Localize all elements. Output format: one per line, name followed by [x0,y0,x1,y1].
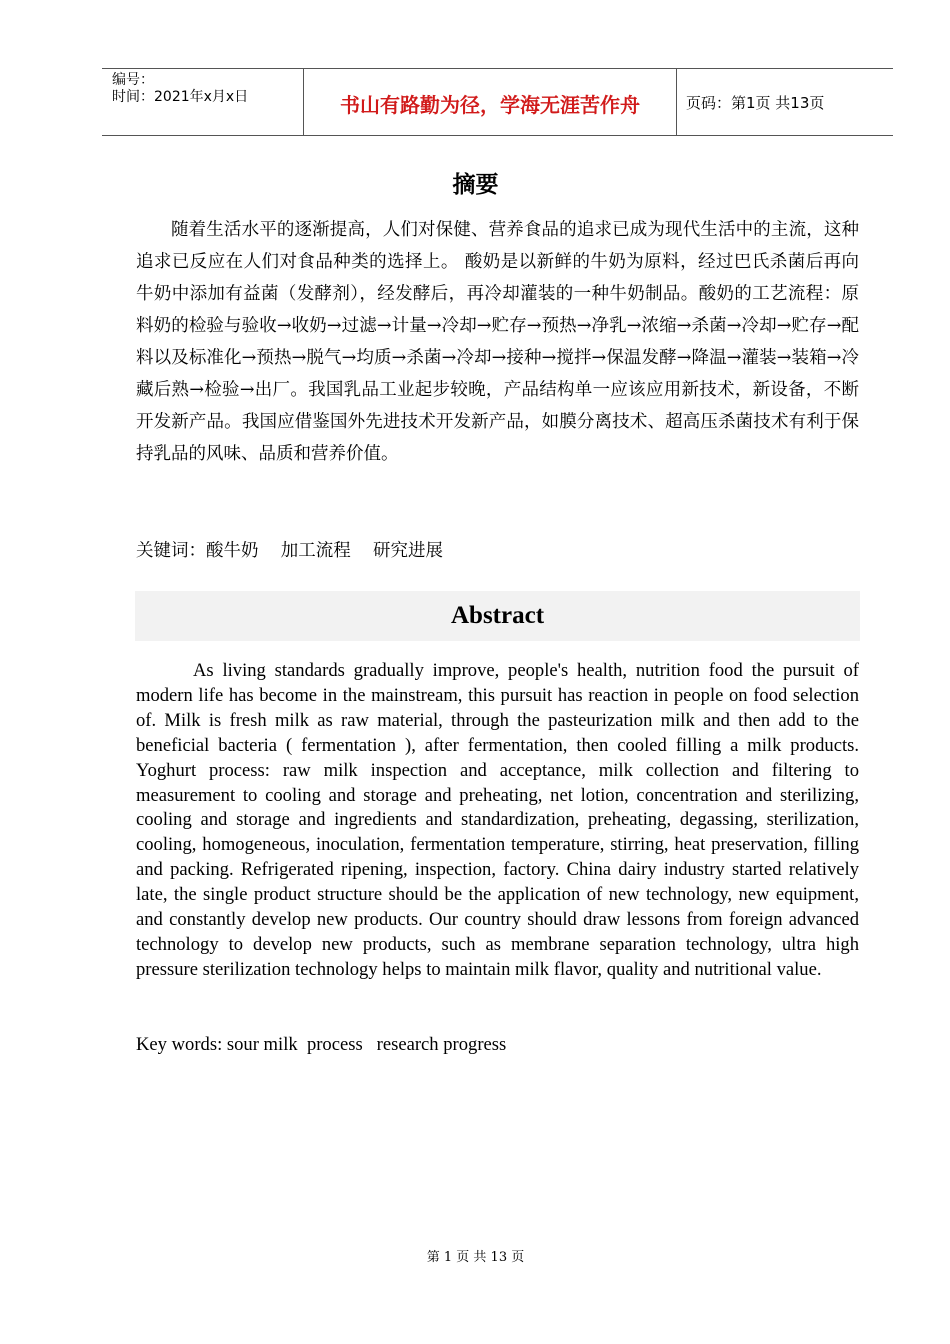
english-abstract-body: As living standards gradually improve, people's health, nutrition food the pursuit of modern life has become in the mainstream, this pursuit has reaction in people on food selection of. Milk is fresh milk as raw material, through the pasteurization milk and then add to the beneficial bacteria ( fermentation ), after fermentation, then cooled filling a milk products. Yoghurt process: raw milk inspection and acceptance, milk collection and filtering to measurement to cooling and storage and preheating, net lotion, concentration and sterilizing, cooling and storage and ingredients and standardization, preheating, degassing, sterilization, cooling, homogeneous, inoculation, fermentation temperature, stirring, heat preservation, filling and packing. Refrigerated ripening, inspection, factory. China dairy industry started relatively late, the single product structure should be the application of new technology, new equipment, and constantly develop new products. Our country should draw lessons from foreign advanced technology to develop new products, such as membrane separation technology, ultra high pressure sterilization technology helps to maintain milk flavor, quality and nutritional value. [136,660,859,980]
header-meta [102,69,304,135]
chinese-keywords: 关键词：酸牛奶 加工流程 研究进展 [136,541,444,561]
header-motto: 书山有路勤为径，学海无涯苦作舟 [304,69,677,135]
page-footer: 第 1 页 共 13 页 [426,1250,525,1265]
header-page-info: 页码：第1页 共13页 [686,93,825,112]
english-title-band [135,591,860,641]
english-keywords: Key words: sour milk process research progress [136,1034,507,1055]
chinese-abstract-body: 随着生活水平的逐渐提高，人们对保健、营养食品的追求已成为现代生活中的主流，这种追求已反应在人们对食品种类的选择上。 酸奶是以新鲜的牛奶为原料，经过巴氏杀菌后再向牛奶中添加有益菌（发酵剂），经发酵后，再冷却灌装的一种牛奶制品。酸奶的工艺流程：原料奶的检验与验收→收奶→过滤→计量→冷却→贮存→预热→净乳→浓缩→杀菌→冷却→贮存→配料以及标准化→预热→脱气→均质→杀菌→冷却→接种→搅拌→保温发酵→降温→灌装→装箱→冷藏后熟→检验→出厂。我国乳品工业起步较晚，产品结构单一应该应用新技术，新设备，不断开发新产品。我国应借鉴国外先进技术开发新产品，如膜分离技术、超高压杀菌技术有利于保持乳品的风味、品质和营养价值。 [136,220,859,464]
chinese-abstract-title: 摘要 [452,172,499,198]
english-abstract-title: Abstract [450,602,545,629]
page-header [102,68,893,136]
document-time-label: 时间：2021年x月x日 [112,89,249,105]
document-number-label: 编号： [112,72,154,88]
